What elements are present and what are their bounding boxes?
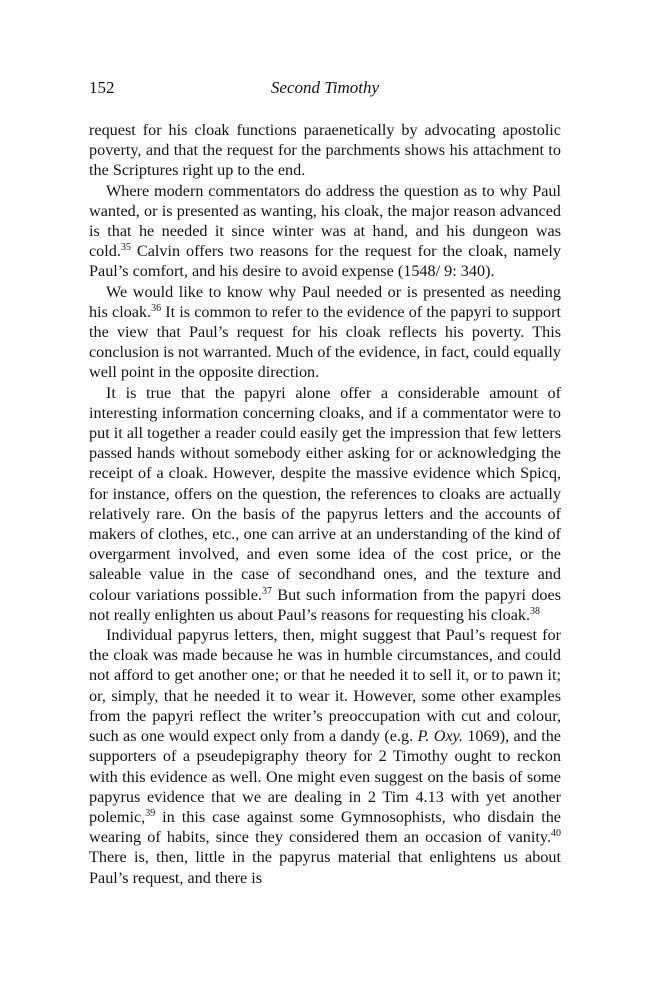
body-text [89, 120, 561, 888]
text-run: in this case against some Gymnosophists, who disdain the wearing of habits, since they considered them an occasion of vanity. [89, 807, 561, 847]
footnote-marker: 35 [120, 242, 131, 254]
paragraph [89, 120, 561, 181]
paragraph [89, 625, 561, 888]
paragraph [89, 181, 561, 282]
page-number: 152 [89, 78, 115, 97]
footnote-marker: 36 [151, 302, 162, 314]
text-run: 1069), and the supporters of a pseudepigraphy theory for 2 Timothy ought to reckon with this evidence as well. One might even suggest on the basis of some papyrus evidence that we are dealing in 2 Tim 4.13 with yet another polemic, [89, 727, 561, 826]
paragraph [89, 383, 561, 625]
page-header [89, 78, 561, 100]
footnote-marker: 39 [145, 807, 156, 819]
paragraph [89, 282, 561, 383]
text-run: request for his cloak functions paraenetically by advocating apostolic poverty, and that the request for the parchments shows his attachment to the Scriptures right up to the end. [89, 121, 561, 180]
text-run: Where modern commentators do address the question as to why Paul wanted, or is presented as wanting, his cloak, the major reason advanced is that he needed it since winter was at hand, and his dungeon was cold. [89, 181, 561, 261]
text-run: There is, then, little in the papyrus material that enlightens us about Paul’s request, and there is [89, 848, 561, 887]
italic-text: P. Oxy. [417, 727, 463, 746]
text-run: Calvin offers two reasons for the request for the cloak, namely Paul’s comfort, and his desire to avoid expense (1548/ 9: 340). [89, 242, 561, 281]
text-run: It is common to refer to the evidence of the papyri to support the view that Paul’s request for his cloak reflects his poverty. This conclusion is not warranted. Much of the evidence, in fact, could equally well point in the opposite direction. [89, 302, 562, 382]
footnote-marker: 37 [261, 585, 272, 597]
running-title: Second Timothy [270, 78, 380, 97]
footnote-marker: 40 [551, 828, 561, 840]
text-run: We would like to know why Paul needed or is presented as needing his cloak. [89, 282, 561, 321]
footnote-marker: 38 [530, 605, 541, 617]
text-run: Individual papyrus letters, then, might suggest that Paul’s request for the cloak was made because he was in humble circumstances, and could not afford to get another one; or that he needed it to sell it, or to pawn it; or, simply, that he needed it to wear it. However, some other examples from the papyri reflect the writer’s preoccupation with cut and colour, such as one would expect only from a dandy (e.g. [89, 626, 561, 746]
text-run: But such information from the papyri does not really enlighten us about Paul’s reasons for requesting his cloak. [89, 585, 561, 624]
text-run: It is true that the papyri alone offer a considerable amount of interesting information concerning cloaks, and if a commentator were to put it all together a reader could easily get the impression that few letters passed hands without somebody either asking for or acknowledging the receipt of a cloak. However, despite the massive evidence which Spicq, for instance, offers on the question, the references to cloaks are actually relatively rare. On the basis of the papyrus letters and the accounts of makers of clothes, etc., one can arrive at an understanding of the kind of overgarment involved, and even some idea of the cost price, or the saleable value in the case of secondhand ones, and the texture and colour variations possible. [89, 383, 561, 604]
